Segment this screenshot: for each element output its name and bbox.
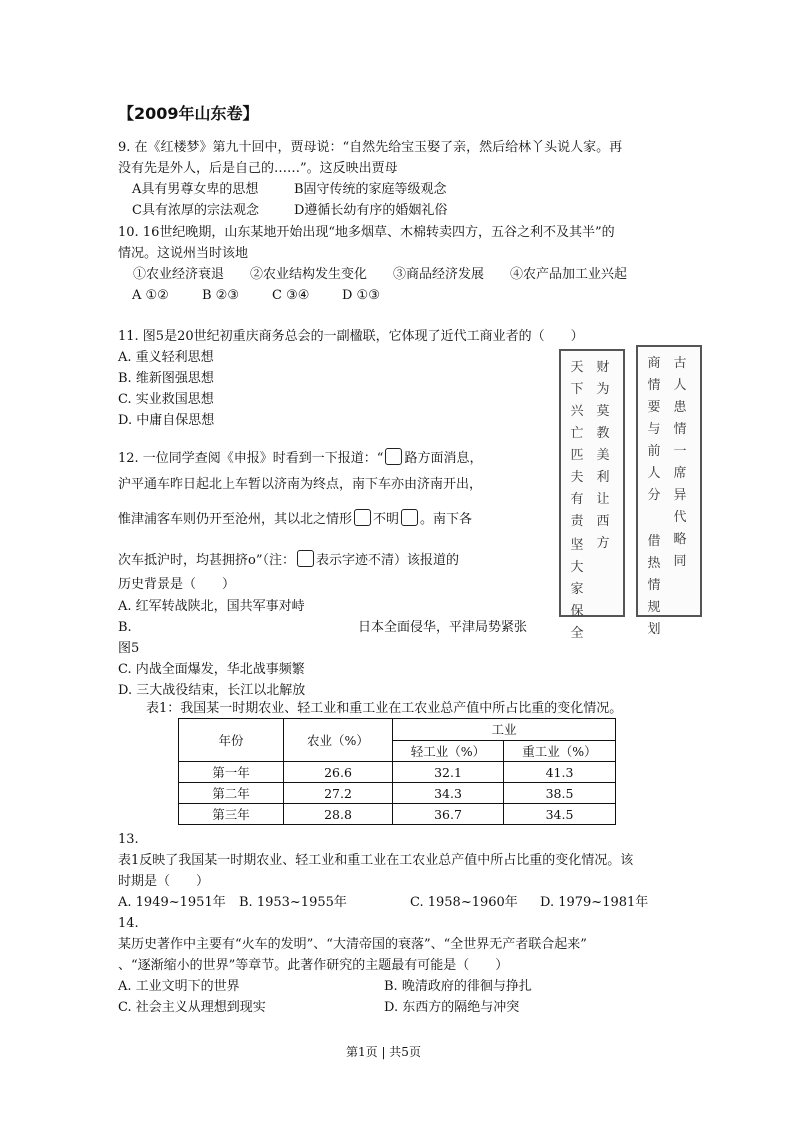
header-agriculture: 农业（%） bbox=[284, 719, 393, 762]
q12-option-c: C. 内战全面爆发，华北战事频繁 bbox=[118, 662, 305, 677]
q12-option-a: A. 红军转战陕北，国共军事对峙 bbox=[118, 599, 305, 614]
couplet-column: 坚大家保全 bbox=[570, 538, 584, 641]
q14-number: 14. bbox=[118, 916, 139, 931]
q10-items: ①农业经济衰退 ②农业结构发生变化 ③商品经济发展 ④农产品加工业兴起 bbox=[133, 267, 628, 282]
couplet-left-scroll bbox=[559, 349, 625, 641]
q11-option-c: C. 实业救国思想 bbox=[118, 392, 214, 407]
figure-caption: 图5 bbox=[118, 641, 140, 656]
q13-number: 13. bbox=[118, 832, 139, 847]
cell-heavy: 41.3 bbox=[504, 762, 616, 783]
q12-stem-line1-a: 12. 一位同学查阅《申报》时看到一下报道：“ bbox=[118, 451, 384, 466]
q12-option-b-text: 日本全面侵华，平津局势紧张 bbox=[358, 620, 528, 635]
q12-stem-line5: 历史背景是（ ） bbox=[118, 577, 236, 592]
table-row bbox=[179, 804, 616, 825]
q13-option-c: C. 1958~1960年 bbox=[410, 895, 518, 910]
q14-option-a: A. 工业文明下的世界 bbox=[118, 979, 240, 994]
q12-stem-line1-b: 路方面消息， bbox=[404, 451, 483, 466]
couplet-column: 借热情规划 bbox=[647, 534, 661, 637]
couplet-column: 一席异代略同 bbox=[673, 444, 687, 569]
couplet-column: 财为莫教美利让 bbox=[596, 360, 610, 507]
header-light-industry: 轻工业（%） bbox=[393, 740, 504, 762]
illegible-box-icon bbox=[354, 509, 371, 526]
q11-option-a: A. 重义轻利思想 bbox=[118, 350, 214, 365]
q13-option-b: B. 1953~1955年 bbox=[239, 895, 347, 910]
q11-stem: 11. 图5是20世纪初重庆商务总会的一副楹联，它体现了近代工商业者的（ ） bbox=[118, 329, 584, 344]
q14-stem-line2: 、“逐渐缩小的世界”等章节。此著作研究的主题最有可能是（ ） bbox=[118, 958, 509, 973]
q9-stem-line1: 9. 在《红楼梦》第九十回中，贾母说：“自然先给宝玉娶了亲，然后给林丫头说人家。再 bbox=[118, 140, 623, 155]
q11-option-b: B. 维新图强思想 bbox=[118, 371, 214, 386]
q13-option-d: D. 1979~1981年 bbox=[540, 895, 649, 910]
data-table bbox=[178, 718, 616, 825]
q12-stem-line2: 沪平通车昨日起北上车暂以济南为终点，南下车亦由济南开出， bbox=[118, 477, 483, 492]
header-industry: 工业 bbox=[393, 719, 616, 741]
couplet-right-scroll bbox=[636, 345, 702, 637]
table1-caption: 表1：我国某一时期农业、轻工业和重工业在工农业总产值中所占比重的变化情况。 bbox=[146, 701, 623, 716]
cell-light: 36.7 bbox=[393, 804, 504, 825]
cell-agriculture: 26.6 bbox=[284, 762, 393, 783]
cell-light: 32.1 bbox=[393, 762, 504, 783]
q9-stem-line2: 没有先是外人，后是自己的……”。这反映出贾母 bbox=[118, 161, 398, 176]
cell-year: 第三年 bbox=[179, 804, 284, 825]
q11-option-d: D. 中庸自保思想 bbox=[118, 413, 215, 428]
q12-stem-line3-a: 惟津浦客车则仍开至沧州，其以北之情形 bbox=[118, 512, 353, 527]
page-footer: 第1页 | 共5页 bbox=[346, 1045, 421, 1059]
q12-stem-line1 bbox=[118, 448, 482, 468]
q12-option-d: D. 三大战役结束，长江以北解放 bbox=[118, 683, 306, 698]
table-row bbox=[179, 762, 616, 783]
q9-option-a: A具有男尊女卑的思想 bbox=[132, 182, 259, 197]
q14-option-b: B. 晚清政府的徘徊与挣扎 bbox=[384, 979, 532, 994]
q9-option-c: C具有浓厚的宗法观念 bbox=[132, 203, 259, 218]
section-heading: 【2009年山东卷】 bbox=[118, 104, 259, 123]
q10-stem-line1: 10. 16世纪晚期，山东某地开始出现“地多烟草、木棉转卖四方，五谷之利不及其半”的 bbox=[118, 225, 615, 240]
q13-stem-line2: 时期是（ ） bbox=[118, 874, 210, 889]
illegible-box-icon bbox=[297, 550, 314, 567]
header-year: 年份 bbox=[179, 719, 284, 762]
q12-stem-line4-b: 表示字迹不清）该报道的 bbox=[315, 553, 459, 568]
couplet-column: 商情要与前人分 bbox=[647, 356, 661, 503]
cell-year: 第一年 bbox=[179, 762, 284, 783]
cell-year: 第二年 bbox=[179, 783, 284, 804]
cell-light: 34.3 bbox=[393, 783, 504, 804]
cell-agriculture: 28.8 bbox=[284, 804, 393, 825]
q9-option-d: D遵循长幼有序的婚姻礼俗 bbox=[294, 203, 448, 218]
q10-option-d: D ①③ bbox=[342, 288, 380, 303]
cell-heavy: 34.5 bbox=[504, 804, 616, 825]
q10-option-b: B ②③ bbox=[202, 288, 239, 303]
q10-stem-line2: 情况。这说州当时该地 bbox=[118, 246, 249, 261]
illegible-box-icon bbox=[385, 448, 402, 465]
q13-stem: 表1反映了我国某一时期农业、轻工业和重工业在工农业总产值中所占比重的变化情况。该 bbox=[118, 853, 634, 868]
q10-option-a: A ①② bbox=[132, 288, 169, 303]
table-row bbox=[179, 783, 616, 804]
q13-option-a: A. 1949~1951年 bbox=[118, 895, 226, 910]
q12-stem-line3 bbox=[118, 509, 472, 529]
q14-option-c: C. 社会主义从理想到现实 bbox=[118, 1000, 266, 1015]
header-heavy-industry: 重工业（%） bbox=[504, 740, 616, 762]
couplet-column: 西方 bbox=[596, 514, 610, 551]
couplet-column: 天下兴亡匹夫有责 bbox=[570, 360, 584, 529]
cell-heavy: 38.5 bbox=[504, 783, 616, 804]
q12-stem-line4-a: 次车抵沪时，均甚拥挤o”（注： bbox=[118, 553, 295, 568]
q12-stem-line3-c: 。南下各 bbox=[420, 512, 473, 527]
q14-stem: 某历史著作中主要有“火车的发明”、“大清帝国的衰落”、“全世界无产者联合起来” bbox=[118, 937, 587, 952]
q9-option-b: B固守传统的家庭等级观念 bbox=[294, 182, 447, 197]
q12-stem-line4 bbox=[118, 550, 459, 570]
illegible-box-icon bbox=[401, 509, 418, 526]
q12-stem-line3-b: 不明 bbox=[373, 512, 400, 527]
q10-option-c: C ③④ bbox=[272, 288, 310, 303]
q14-option-d: D. 东西方的隔绝与冲突 bbox=[384, 1000, 520, 1015]
q12-option-b-label: B. bbox=[118, 620, 132, 635]
cell-agriculture: 27.2 bbox=[284, 783, 393, 804]
couplet-column: 古人患情 bbox=[673, 356, 687, 437]
